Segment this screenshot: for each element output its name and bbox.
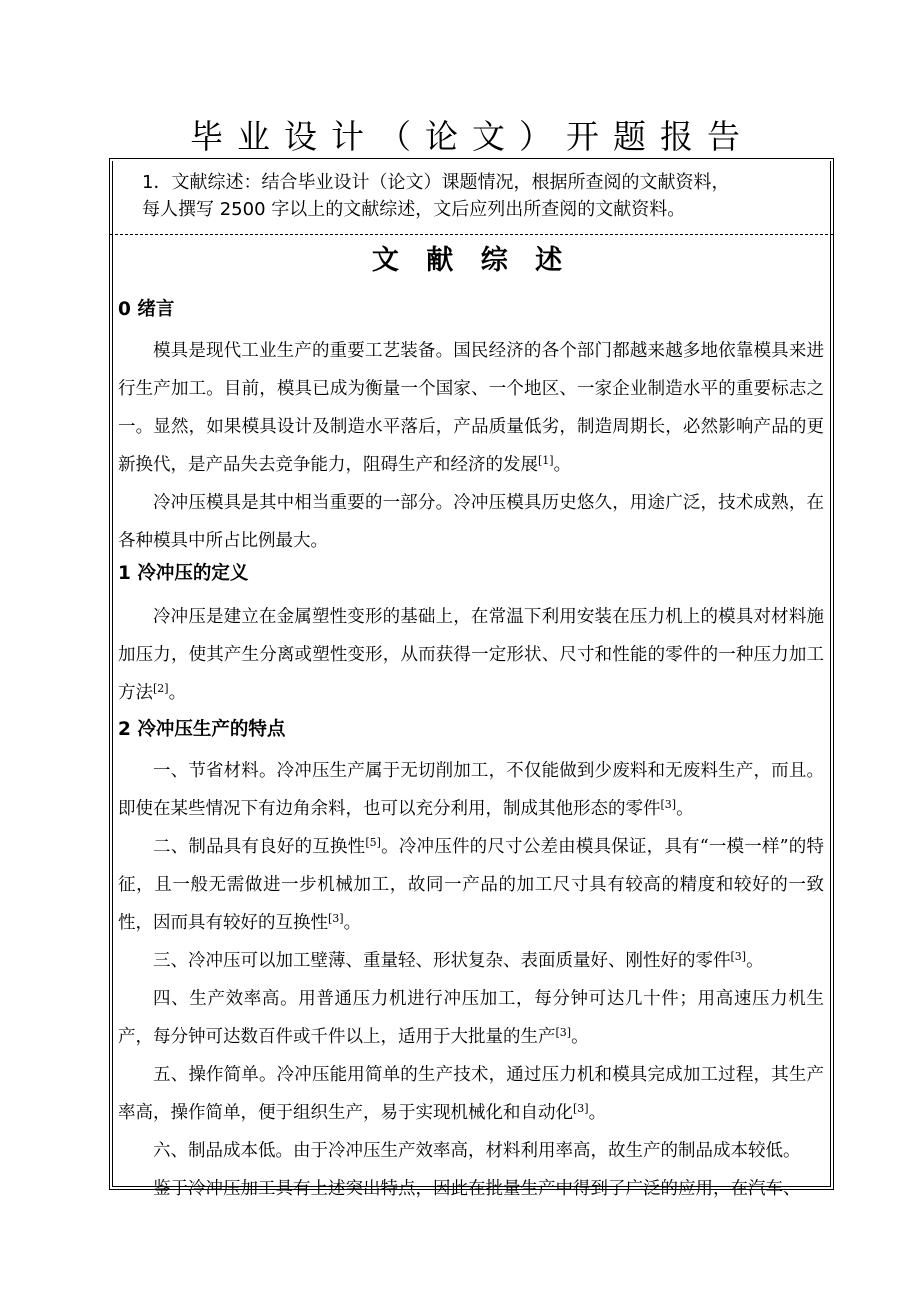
citation: [3] [730, 950, 747, 963]
instruction-text [142, 169, 832, 223]
paragraph: 二、制品具有良好的互换性[5]。冷冲压件的尺寸公差由模具保证，具有“一模一样”的特征，且一般无需做进一步机械加工，故同一产品的加工尺寸具有较高的精度和较好的一致性，因而具有较好的互换性[3]。 [118, 836, 824, 933]
paragraph: 冷冲压是建立在金属塑性变形的基础上，在常温下利用安装在压力机上的模具对材料施加压力，使其产生分离或塑性变形，从而获得一定形状、尺寸和性能的零件的一种压力加工方法[2]。 [118, 607, 824, 703]
instruction-line-1: 1．文献综述：结合毕业设计（论文）课题情况，根据所查阅的文献资料， [142, 172, 730, 193]
citation: [3] [555, 1026, 572, 1039]
paragraph: 冷冲压模具是其中相当重要的一部分。冷冲压模具历史悠久，用途广泛，技术成熟，在各种模具中所占比例最大。 [118, 493, 824, 551]
section-heading: 文 献 综 述 [371, 245, 572, 276]
citation: [3] [660, 798, 677, 811]
report-frame [109, 158, 834, 1199]
paragraph: 鉴于冷冲压加工具有上述突出特点，因此在批量生产中得到了广泛的应用，在汽车、 [153, 1179, 801, 1199]
paragraph: 三、冷冲压可以加工壁薄、重量轻、形状复杂、表面质量好、刚性好的零件[3]。 [153, 950, 764, 971]
citation: [3] [573, 1102, 589, 1115]
section-title-2: 2 冷冲压生产的特点 [118, 719, 286, 740]
section-title-1: 1 冷冲压的定义 [118, 563, 249, 584]
paragraph: 六、制品成本低。由于冷冲压生产效率高，材料利用率高，故生产的制品成本较低。 [153, 1141, 801, 1161]
citation: [2] [153, 682, 169, 695]
instruction-line-2: 每人撰写 2500 字以上的文献综述，文后应列出所查阅的文献资料。 [142, 199, 686, 220]
paragraph: 五、操作简单。冷冲压能用简单的生产技术，通过压力机和模具完成加工过程，其生产率高，操作简单，便于组织生产，易于实现机械化和自动化[3]。 [118, 1065, 824, 1123]
paragraph: 四、生产效率高。用普通压力机进行冲压加工，每分钟可达几十件；用高速压力机生产，每分钟可达数百件或千件以上，适用于大批量的生产[3]。 [118, 989, 824, 1047]
dashed-divider [110, 234, 833, 235]
paragraph: 模具是现代工业生产的重要工艺装备。国民经济的各个部门都越来越多地依靠模具来进行生产加工。目前，模具已成为衡量一个国家、一个地区、一家企业制造水平的重要标志之一。显然，如果模具设计及制造水平落后，产品质量低劣，制造周期长，必然影响产品的更新换代，是产品失去竞争能力，阻碍生产和经济的发展[1]。 [118, 341, 824, 475]
section-title-0: 0 绪言 [118, 299, 175, 320]
citation: [3] [328, 912, 344, 925]
citation: [5] [365, 836, 381, 849]
citation: [1] [538, 454, 554, 467]
document-title: 毕业设计（论文）开题报告 [190, 117, 754, 156]
paragraph: 一、节省材料。冷冲压生产属于无切削加工，不仅能做到少废料和无废料生产，而且。即使在某些情况下有边角余料，也可以充分利用，制成其他形态的零件[3]。 [118, 761, 824, 819]
